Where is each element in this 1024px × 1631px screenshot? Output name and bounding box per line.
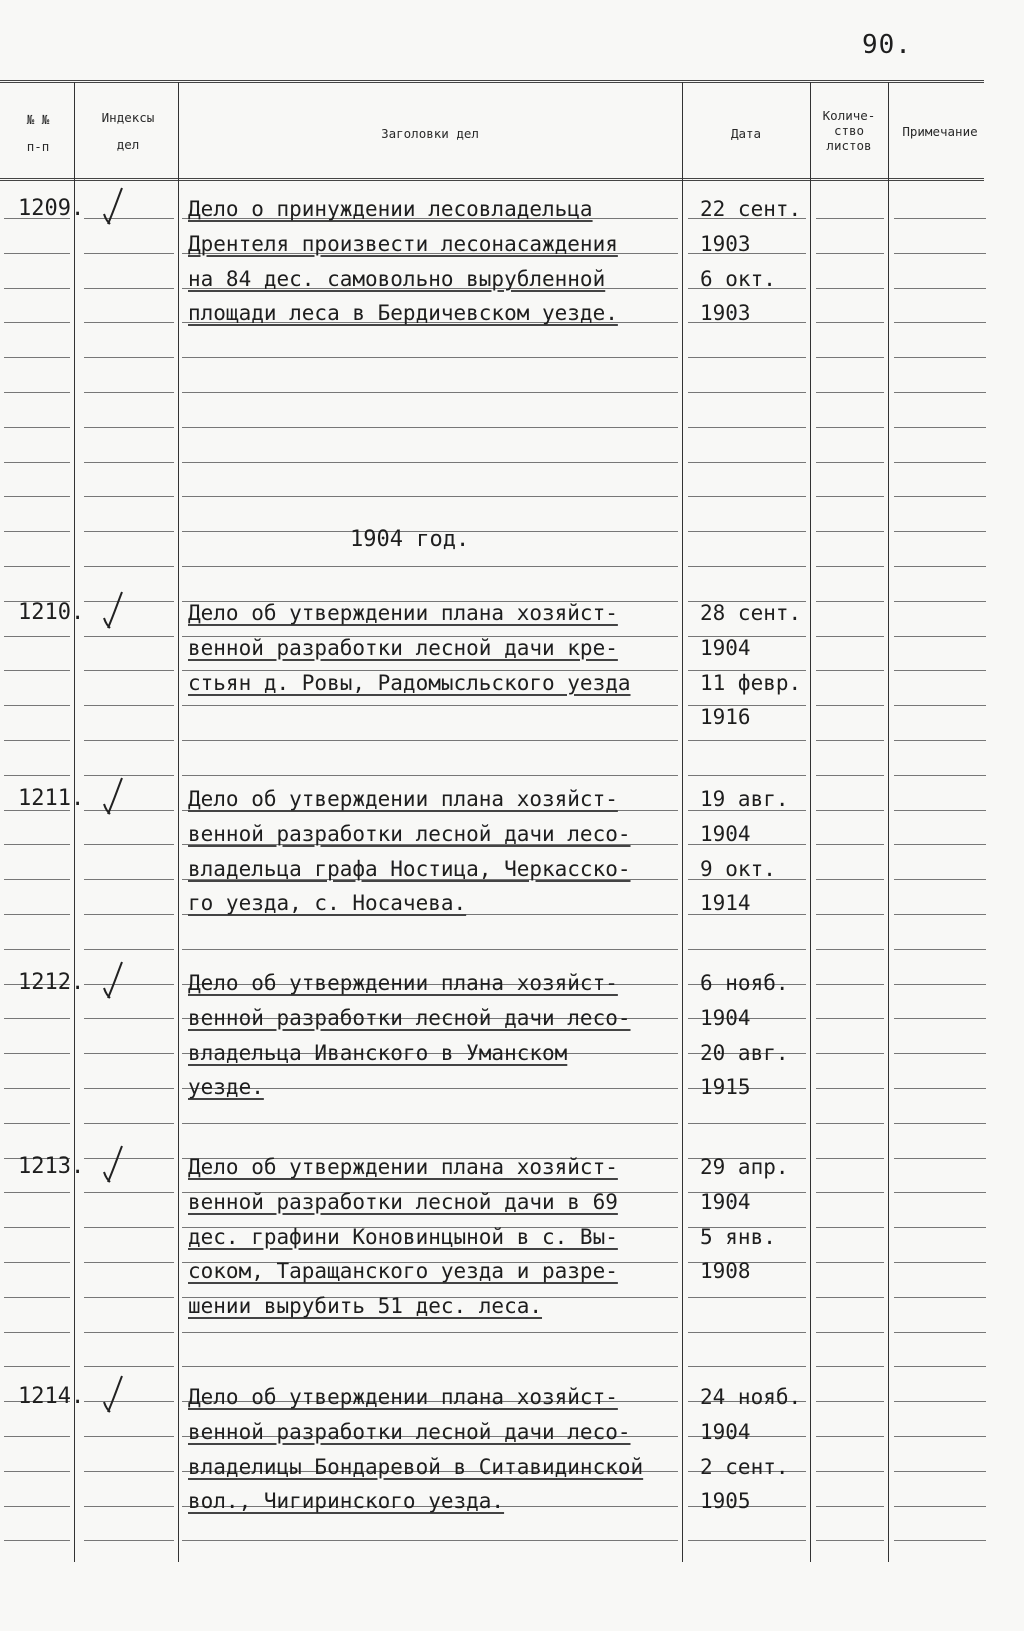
entry-title-line: Дело об утверждении плана хозяйст-: [188, 1155, 618, 1179]
entry-number: 1210.: [18, 600, 85, 625]
year-heading: 1904 год.: [350, 527, 470, 552]
ruling-line: [894, 740, 986, 741]
ruling-line: [4, 357, 70, 358]
ruling-line: [816, 844, 884, 845]
entry-title-line: Дело об утверждении плана хозяйст-: [188, 601, 618, 625]
ruling-line: [816, 357, 884, 358]
col-divider-3: [682, 82, 683, 1562]
ruling-line: [4, 740, 70, 741]
ruling-line: [84, 1053, 174, 1054]
ruling-line: [816, 670, 884, 671]
ruling-line: [816, 1088, 884, 1089]
ruling-line: [4, 1053, 70, 1054]
entry-date: 20 авг.: [700, 1040, 789, 1065]
ruling-line: [894, 496, 986, 497]
entry-title-line: го уезда, с. Носачева.: [188, 891, 467, 916]
ruling-line: [816, 1123, 884, 1124]
entry-title-line: владельца графа Ностица, Черкасско-: [188, 856, 631, 881]
ruling-line: [4, 462, 70, 463]
ruling-line: [816, 1262, 884, 1263]
ruling-line: [4, 1366, 70, 1367]
ruling-line: [182, 357, 678, 358]
ruling-line: [816, 1540, 884, 1541]
ruling-line: [84, 357, 174, 358]
ruling-line: [4, 844, 70, 845]
ruling-line: [84, 914, 174, 915]
ruling-line: [894, 322, 986, 323]
ruling-line: [894, 1018, 986, 1019]
header-index: Индексы дел: [101, 110, 155, 152]
entry-number: 1211.: [18, 786, 85, 811]
ruling-line: [84, 670, 174, 671]
entry-date: 24 нояб.: [700, 1385, 802, 1409]
ruling-line: [84, 322, 174, 323]
ruling-line: [84, 705, 174, 706]
col-divider-4: [810, 82, 811, 1562]
ruling-line: [182, 1123, 678, 1124]
ruling-line: [84, 1297, 174, 1298]
index-check-mark-icon: [96, 184, 136, 234]
entry-title-line: дес. графини Коновинцыной в с. Вы-: [188, 1224, 618, 1249]
ruling-line: [894, 1088, 986, 1089]
ruling-line: [894, 914, 986, 915]
ruling-line: [816, 601, 884, 602]
header-date: Дата: [730, 126, 762, 141]
ruling-line: [816, 984, 884, 985]
entry-date: 1905: [700, 1489, 751, 1514]
ruling-line: [4, 427, 70, 428]
ruling-line: [688, 531, 806, 532]
ruling-line: [816, 1436, 884, 1437]
ruling-line: [84, 1088, 174, 1089]
entry-number: 1214.: [18, 1384, 85, 1409]
ruling-line: [4, 705, 70, 706]
ruling-line: [816, 1053, 884, 1054]
ruling-line: [182, 949, 678, 950]
ruling-line: [894, 1506, 986, 1507]
ruling-line: [4, 1018, 70, 1019]
ruling-line: [816, 1471, 884, 1472]
ruling-line: [4, 1192, 70, 1193]
ruling-line: [816, 740, 884, 741]
ruling-line: [4, 1297, 70, 1298]
ruling-line: [4, 949, 70, 950]
entry-date: 1916: [700, 705, 751, 730]
ruling-line: [894, 1540, 986, 1541]
entry-number: 1212.: [18, 970, 85, 995]
ruling-line: [816, 322, 884, 323]
ruling-line: [84, 1436, 174, 1437]
ruling-line: [688, 1332, 806, 1333]
ruling-line: [688, 357, 806, 358]
ruling-line: [84, 288, 174, 289]
ruling-line: [4, 1088, 70, 1089]
ruling-line: [816, 1366, 884, 1367]
index-check-mark-icon: [96, 1372, 136, 1422]
ruling-line: [894, 705, 986, 706]
entry-title-line: шении вырубить 51 дес. леса.: [188, 1294, 543, 1319]
entry-date: 11 февр.: [700, 670, 802, 695]
ruling-line: [816, 1506, 884, 1507]
col-divider-5: [888, 82, 889, 1562]
entry-title-line: владельца Иванского в Уманском: [188, 1040, 568, 1065]
entry-title-line: стьян д. Ровы, Радомысльского уезда: [188, 670, 631, 695]
ruling-line: [816, 1297, 884, 1298]
ruling-line: [688, 462, 806, 463]
ruling-line: [894, 636, 986, 637]
entry-date: 1904: [700, 1005, 751, 1030]
ruling-line: [816, 496, 884, 497]
entry-date: 6 нояб.: [700, 971, 789, 995]
ruling-line: [4, 1436, 70, 1437]
ruling-line: [816, 253, 884, 254]
ruling-line: [894, 1436, 986, 1437]
ruling-line: [894, 531, 986, 532]
ruling-line: [816, 427, 884, 428]
entry-date: 19 авг.: [700, 787, 789, 811]
ruling-line: [894, 427, 986, 428]
ruling-line: [894, 566, 986, 567]
ruling-line: [894, 1123, 986, 1124]
entry-date: 5 янв.: [700, 1224, 776, 1249]
header-count: Количе- ство листов: [822, 108, 876, 153]
entry-title-line: Дело об утверждении плана хозяйст-: [188, 971, 618, 995]
ruling-line: [894, 218, 986, 219]
ruling-line: [688, 392, 806, 393]
ruling-line: [894, 1192, 986, 1193]
ruling-line: [182, 705, 678, 706]
ruling-line: [182, 775, 678, 776]
ruling-line: [688, 1540, 806, 1541]
ruling-line: [894, 810, 986, 811]
ruling-line: [894, 601, 986, 602]
ruling-line: [894, 1471, 986, 1472]
ruling-line: [182, 427, 678, 428]
entry-title-line: на 84 дес. самовольно вырубленной: [188, 266, 606, 291]
ruling-line: [4, 775, 70, 776]
ruling-line: [84, 1192, 174, 1193]
index-check-mark-icon: [96, 774, 136, 824]
entry-date: 1904: [700, 635, 751, 660]
ruling-line: [84, 566, 174, 567]
ruling-line: [816, 462, 884, 463]
entry-date: 28 сент.: [700, 601, 802, 625]
ruling-line: [182, 566, 678, 567]
entry-date: 1903: [700, 301, 751, 326]
entry-title-line: площади леса в Бердичевском уезде.: [188, 301, 618, 326]
ruling-line: [84, 496, 174, 497]
ruling-line: [182, 1332, 678, 1333]
ruling-line: [84, 253, 174, 254]
ruling-line: [4, 1332, 70, 1333]
ruling-line: [4, 253, 70, 254]
ruling-line: [182, 740, 678, 741]
ruling-line: [894, 288, 986, 289]
entry-title-line: соком, Таращанского уезда и разре-: [188, 1259, 618, 1284]
ruling-line: [894, 949, 986, 950]
ruling-line: [688, 1297, 806, 1298]
ruling-line: [816, 1192, 884, 1193]
ruling-line: [182, 496, 678, 497]
ruling-line: [4, 1471, 70, 1472]
ruling-line: [816, 1227, 884, 1228]
entry-title-line: венной разработки лесной дачи лесо-: [188, 1005, 631, 1030]
ruling-line: [894, 879, 986, 880]
ruling-line: [84, 740, 174, 741]
ruling-line: [688, 1366, 806, 1367]
ruling-line: [816, 1401, 884, 1402]
entry-date: 1908: [700, 1259, 751, 1284]
entry-title-line: венной разработки лесной дачи кре-: [188, 635, 618, 660]
ruling-line: [816, 636, 884, 637]
ruling-line: [84, 531, 174, 532]
ruling-line: [894, 1297, 986, 1298]
entry-title-line: уезде.: [188, 1075, 264, 1100]
entry-title-line: венной разработки лесной дачи лесо-: [188, 821, 631, 846]
ruling-line: [4, 1506, 70, 1507]
ruling-line: [894, 775, 986, 776]
ruling-line: [816, 775, 884, 776]
ruling-line: [84, 1332, 174, 1333]
ruling-line: [816, 566, 884, 567]
ruling-line: [894, 357, 986, 358]
entry-date: 1904: [700, 1419, 751, 1444]
ruling-line: [894, 1366, 986, 1367]
ruling-line: [894, 1332, 986, 1333]
entry-date: 2 сент.: [700, 1454, 789, 1479]
ruling-line: [84, 879, 174, 880]
ruling-line: [4, 879, 70, 880]
ruling-line: [84, 462, 174, 463]
ruling-line: [4, 496, 70, 497]
ruling-line: [894, 1262, 986, 1263]
entry-date: 22 сент.: [700, 197, 802, 221]
header-top-rule: [0, 80, 984, 83]
ruling-line: [84, 1540, 174, 1541]
ruling-line: [816, 705, 884, 706]
ruling-line: [894, 1401, 986, 1402]
entry-title-line: владелицы Бондаревой в Ситавидинской: [188, 1454, 644, 1479]
index-check-mark-icon: [96, 1142, 136, 1192]
ruling-line: [4, 1227, 70, 1228]
ruling-line: [816, 531, 884, 532]
ruling-line: [816, 218, 884, 219]
ruling-line: [688, 740, 806, 741]
ruling-line: [688, 949, 806, 950]
ruling-line: [816, 288, 884, 289]
ruling-line: [182, 1366, 678, 1367]
page-number: 90.: [862, 30, 912, 60]
ruling-line: [894, 1227, 986, 1228]
ruling-line: [4, 914, 70, 915]
ruling-line: [4, 566, 70, 567]
ruling-line: [84, 1018, 174, 1019]
ruling-line: [894, 1158, 986, 1159]
ruling-line: [4, 322, 70, 323]
ruling-line: [688, 496, 806, 497]
header-titles: Заголовки дел: [381, 126, 479, 141]
header-note: Примечание: [902, 124, 978, 139]
entry-title-line: Дрентеля произвести лесонасаждения: [188, 231, 618, 256]
ruling-line: [84, 1227, 174, 1228]
ruling-line: [84, 392, 174, 393]
ruling-line: [688, 775, 806, 776]
ruling-line: [688, 427, 806, 428]
col-divider-2: [178, 82, 179, 1562]
entry-title-line: Дело об утверждении плана хозяйст-: [188, 787, 618, 811]
entry-date: 1915: [700, 1075, 751, 1100]
ruling-line: [84, 1262, 174, 1263]
ruling-line: [894, 462, 986, 463]
ruling-line: [688, 1123, 806, 1124]
ruling-line: [816, 392, 884, 393]
col-divider-1: [74, 82, 75, 1562]
entry-number: 1213.: [18, 1154, 85, 1179]
ruling-line: [4, 636, 70, 637]
ruling-line: [816, 914, 884, 915]
ruling-line: [894, 984, 986, 985]
entry-title-line: венной разработки лесной дачи лесо-: [188, 1419, 631, 1444]
index-check-mark-icon: [96, 958, 136, 1008]
entry-title-line: вол., Чигиринского уезда.: [188, 1489, 505, 1514]
ruling-line: [84, 1471, 174, 1472]
entry-date: 6 окт.: [700, 266, 776, 291]
ruling-line: [84, 427, 174, 428]
ruling-line: [894, 1053, 986, 1054]
ruling-line: [182, 1540, 678, 1541]
entry-title-line: Дело о принуждении лесовладельца: [188, 197, 593, 221]
entry-date: 1904: [700, 1189, 751, 1214]
ruling-line: [894, 392, 986, 393]
ruling-line: [816, 810, 884, 811]
ruling-line: [894, 253, 986, 254]
ruling-line: [4, 288, 70, 289]
ruling-line: [4, 531, 70, 532]
ruling-line: [84, 1123, 174, 1124]
ruling-line: [688, 566, 806, 567]
ruling-line: [816, 879, 884, 880]
entry-date: 9 окт.: [700, 856, 776, 881]
ruling-line: [4, 392, 70, 393]
ruling-line: [84, 1366, 174, 1367]
ruling-line: [84, 1506, 174, 1507]
ruling-line: [4, 1123, 70, 1124]
header-num: № № п-п: [26, 112, 50, 154]
ruling-line: [816, 949, 884, 950]
entry-date: 29 апр.: [700, 1155, 789, 1179]
ruling-line: [816, 1018, 884, 1019]
entry-date: 1914: [700, 891, 751, 916]
ruling-line: [894, 844, 986, 845]
ruling-line: [4, 670, 70, 671]
ruling-line: [4, 1540, 70, 1541]
ruling-line: [182, 392, 678, 393]
entry-title-line: венной разработки лесной дачи в 69: [188, 1189, 618, 1214]
ruling-line: [4, 1262, 70, 1263]
ruling-line: [84, 844, 174, 845]
ruling-line: [816, 1332, 884, 1333]
ruling-line: [182, 462, 678, 463]
entry-title-line: Дело об утверждении плана хозяйст-: [188, 1385, 618, 1409]
ruling-line: [894, 670, 986, 671]
header-bottom-rule: [0, 178, 984, 181]
index-check-mark-icon: [96, 588, 136, 638]
entry-number: 1209.: [18, 196, 85, 221]
ruling-line: [84, 949, 174, 950]
entry-date: 1903: [700, 231, 751, 256]
ruling-line: [816, 1158, 884, 1159]
entry-date: 1904: [700, 821, 751, 846]
